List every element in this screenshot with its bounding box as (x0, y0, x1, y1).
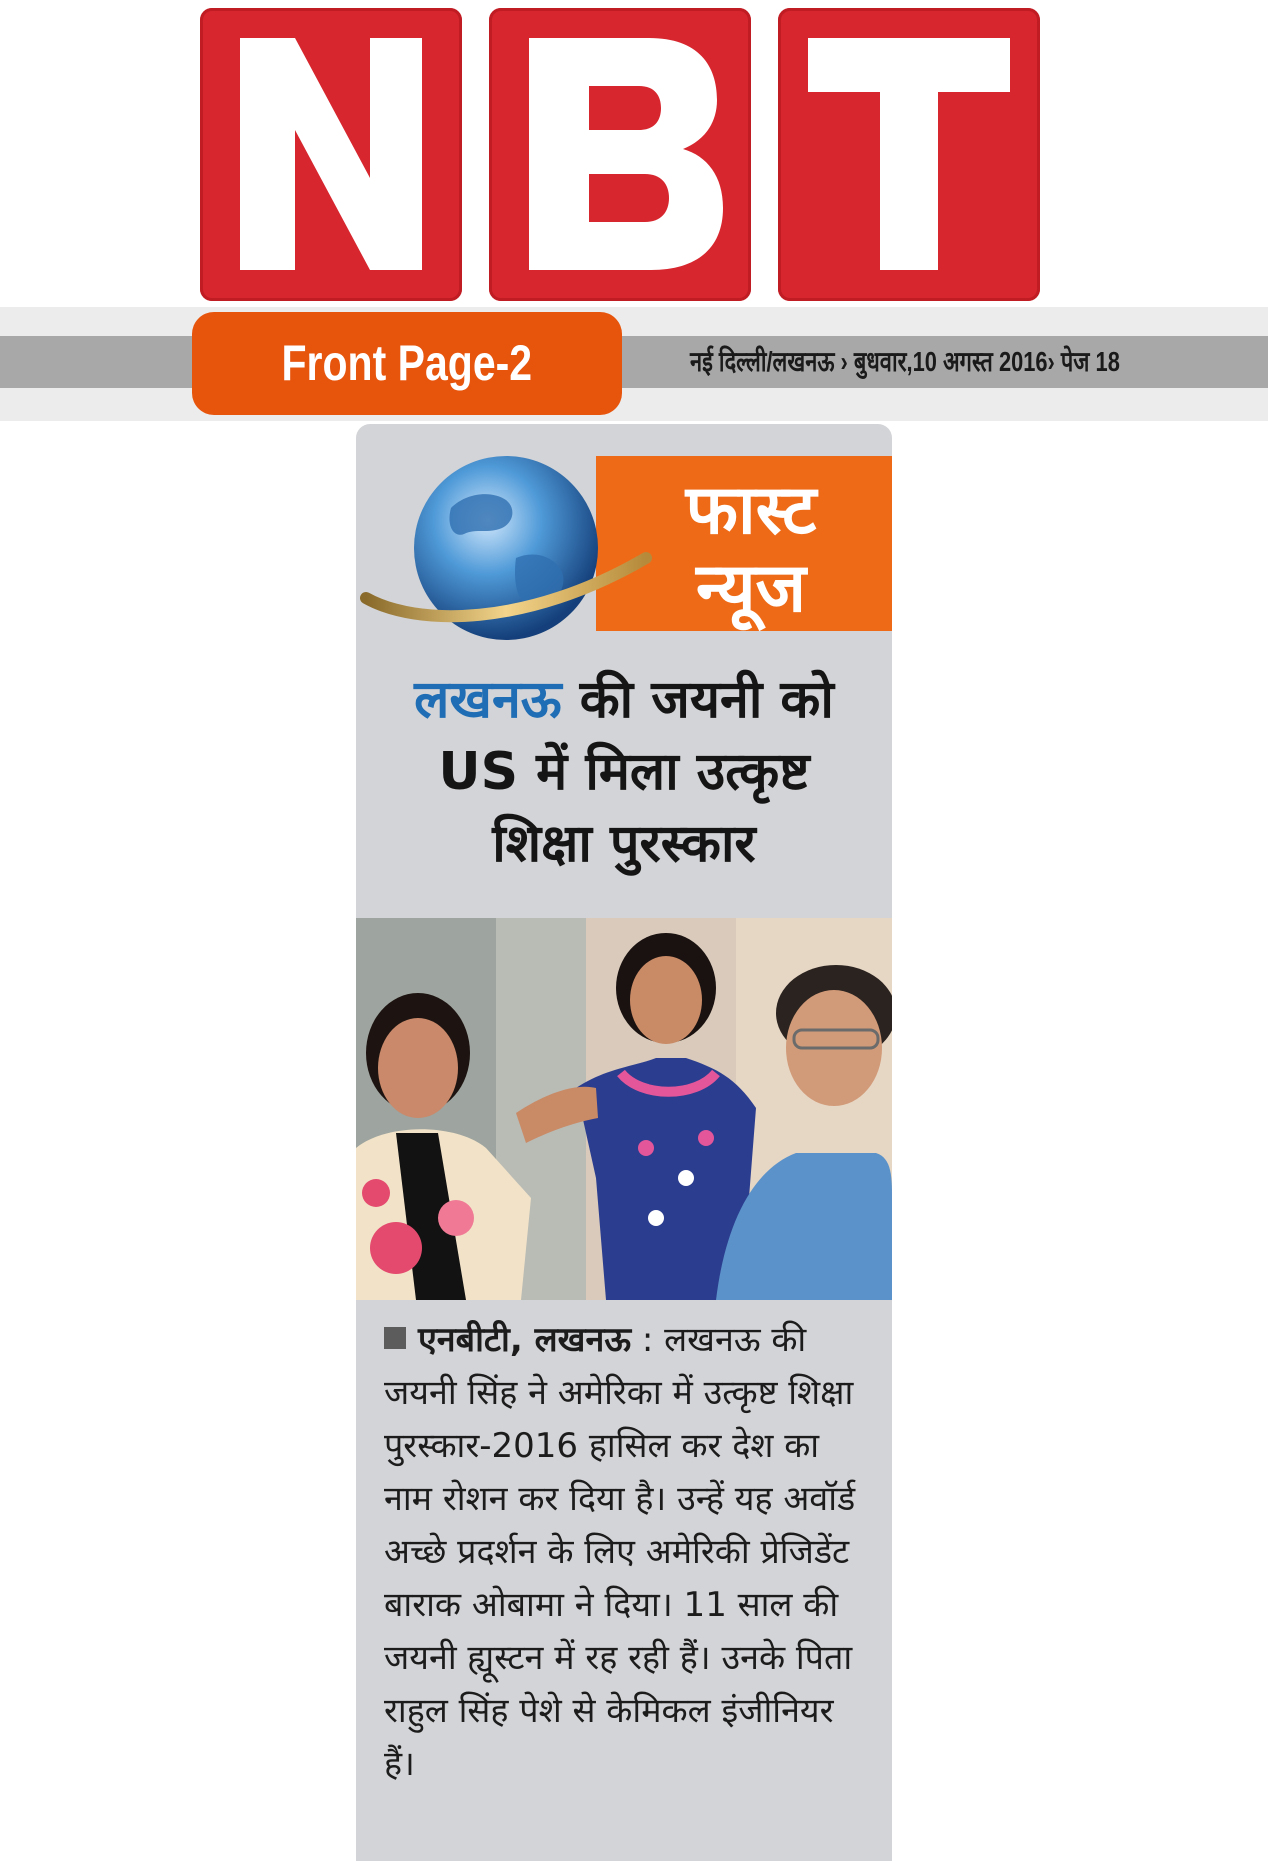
fast-news-label: फास्ट न्यूज (685, 471, 817, 628)
logo-letter-t (778, 8, 1040, 301)
credit-separator: : (631, 1320, 665, 1360)
news-article (356, 424, 892, 1861)
family-photo (356, 918, 892, 1300)
article-body (384, 1314, 864, 1791)
logo-letter-n (200, 8, 462, 301)
article-credit: एनबीटी, लखनऊ (418, 1320, 632, 1360)
bullet-square (384, 1327, 406, 1349)
logo-letter-b (489, 8, 751, 301)
headline-city: लखनऊ (414, 670, 562, 730)
globe-icon (356, 438, 656, 648)
article-body-text: लखनऊ की जयनी सिंह ने अमेरिका में उत्कृष्ट शिक्षा पुरस्कार-2016 हासिल कर देश का नाम रोशन कर दिया है। उन्हें यह अवॉर्ड अच्छे प्रदर्शन के लिए अमेरिकी प्रेजिडेंट बाराक ओबामा ने दिया। 11 साल की जयनी ह्यूस्टन में रह रही हैं। उनके पिता राहुल सिंह पेशे से केमिकल इंजीनियर हैं। (384, 1320, 856, 1784)
dateline: नई दिल्ली/लखनऊ › बुधवार,10 अगस्त 2016› पेज 18 (690, 346, 1120, 377)
section-label: Front Page-2 (192, 312, 622, 415)
article-headline: लखनऊ की जयनी को US में मिला उत्कृष्ट शिक्षा पुरस्कार (414, 670, 834, 874)
masthead-logo (200, 8, 1040, 303)
fast-news-banner (356, 424, 892, 652)
